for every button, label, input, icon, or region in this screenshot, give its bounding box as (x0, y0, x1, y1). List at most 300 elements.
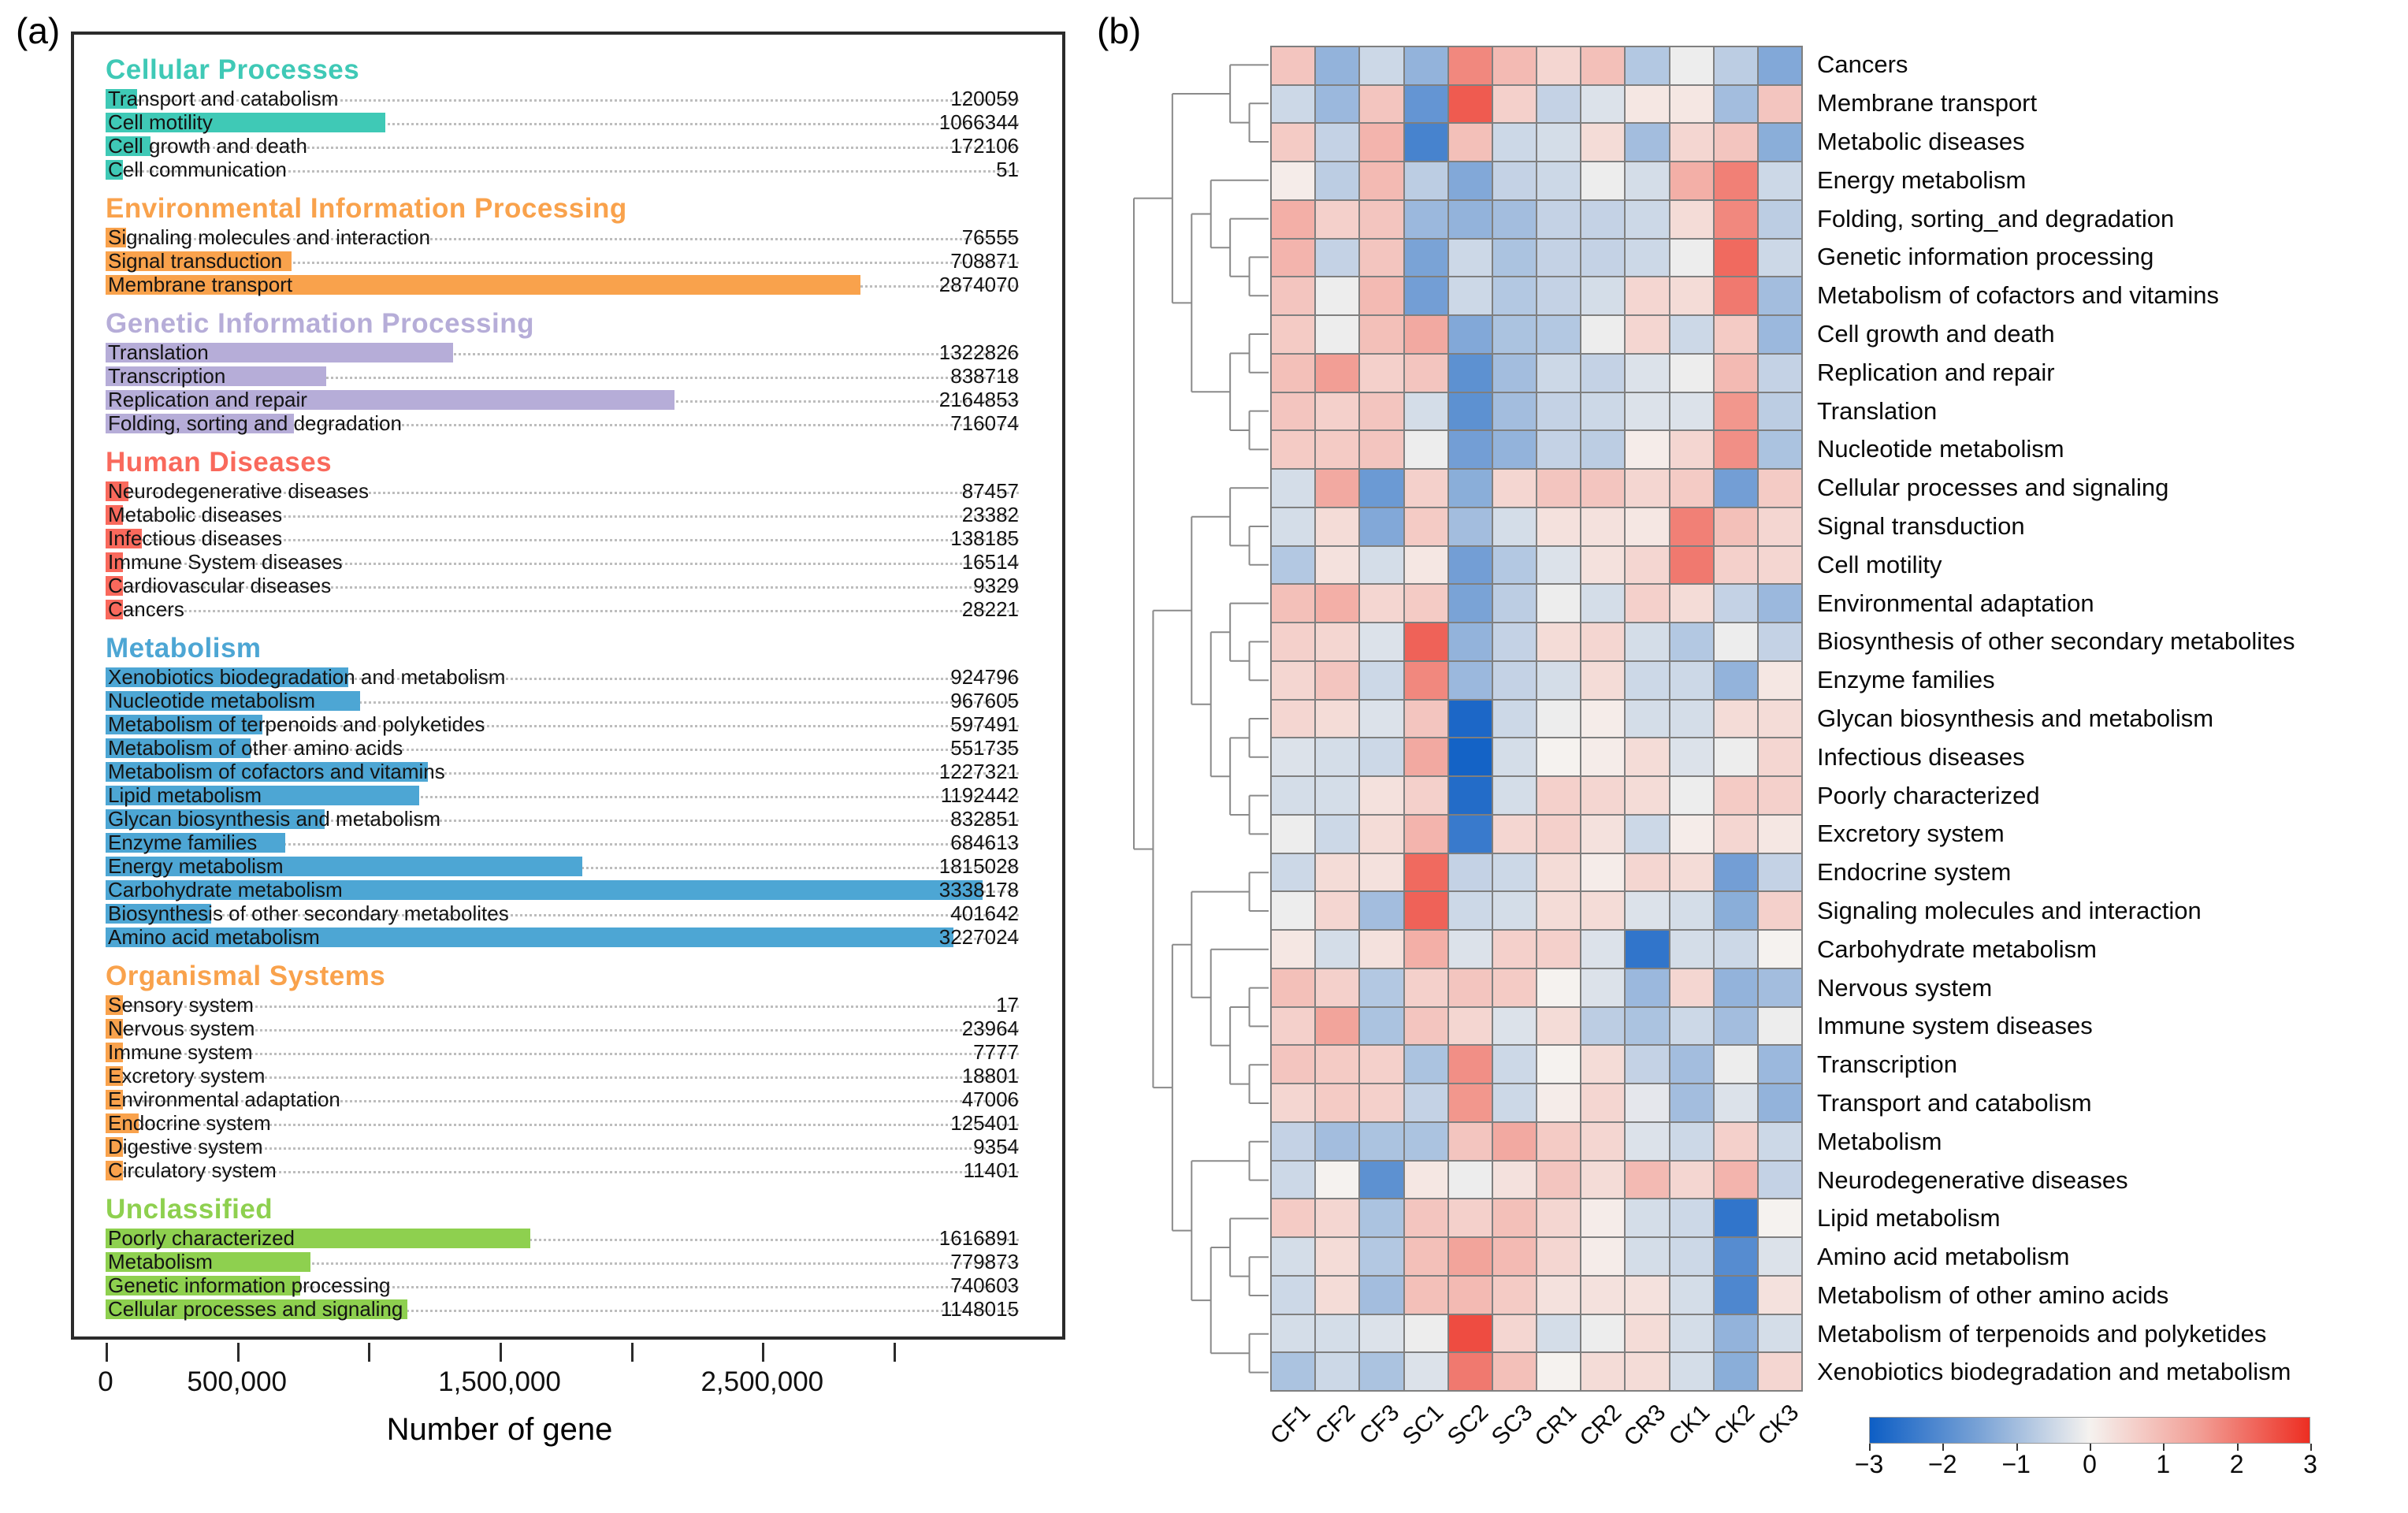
bar-row-folding-sorting-and-degradation (106, 411, 1019, 435)
heatmap-col-label-cr2: CR2 (1574, 1400, 1626, 1452)
heatmap-cell-CR3-r20 (1626, 777, 1668, 814)
heatmap-cell-CF1-r2 (1272, 86, 1314, 123)
bar-row-environmental-adaptation (106, 1087, 1019, 1111)
heatmap-cell-CF3-r15 (1360, 585, 1403, 622)
bar-value: 1227321 (938, 760, 1019, 783)
heatmap-cell-CR3-r25 (1626, 969, 1668, 1006)
heatmap-cell-CR2-r33 (1581, 1277, 1624, 1314)
heatmap-cell-SC2-r3 (1449, 124, 1492, 161)
heatmap-cell-CR2-r20 (1581, 777, 1624, 814)
heatmap-cell-SC1-r29 (1405, 1123, 1447, 1160)
heatmap-cell-CR2-r11 (1581, 431, 1624, 468)
heatmap-cell-SC3-r33 (1493, 1277, 1536, 1314)
heatmap-cell-SC1-r26 (1405, 1008, 1447, 1045)
heatmap-cell-CK2-r29 (1715, 1123, 1757, 1160)
heatmap-row-label-cancers: Cancers (1817, 50, 1908, 79)
heatmap-cell-SC1-r3 (1405, 124, 1447, 161)
heatmap-cell-CK1-r12 (1670, 470, 1713, 507)
heatmap-cell-CK2-r15 (1715, 585, 1757, 622)
colorbar-tick-label: −1 (2001, 1450, 2031, 1478)
heatmap-cell-CK3-r29 (1759, 1123, 1801, 1160)
heatmap-cell-CK3-r14 (1759, 547, 1801, 584)
heatmap-cell-SC2-r19 (1449, 738, 1492, 775)
heatmap-cell-CR1-r4 (1537, 162, 1580, 199)
heatmap-cell-SC1-r31 (1405, 1199, 1447, 1236)
bar-label: Folding, sorting and degradation (108, 411, 402, 435)
heatmap-cell-CF1-r28 (1272, 1084, 1314, 1121)
heatmap-cell-CK3-r25 (1759, 969, 1801, 1006)
heatmap-cell-SC2-r26 (1449, 1008, 1492, 1045)
bar-value: 401642 (950, 901, 1019, 925)
heatmap-cell-CK2-r16 (1715, 623, 1757, 660)
heatmap-cell-CR3-r31 (1626, 1199, 1668, 1236)
heatmap-cell-CF1-r8 (1272, 316, 1314, 353)
heatmap-cell-CK2-r27 (1715, 1046, 1757, 1083)
bar-value: 832851 (950, 807, 1019, 831)
bar-label: Metabolism of terpenoids and polyketides (108, 712, 485, 736)
bar-value: 9329 (973, 574, 1019, 597)
heatmap-cell-CF2-r24 (1316, 931, 1358, 968)
heatmap-cell-SC1-r1 (1405, 47, 1447, 84)
heatmap-cell-CR2-r32 (1581, 1238, 1624, 1275)
heatmap-row-label-genetic-information-processing: Genetic information processing (1817, 243, 2154, 271)
bar-value: 76555 (961, 225, 1019, 249)
heatmap-cell-CK3-r28 (1759, 1084, 1801, 1121)
heatmap-cell-CK3-r2 (1759, 86, 1801, 123)
bar-value: 838718 (950, 364, 1019, 388)
heatmap-cell-SC3-r29 (1493, 1123, 1536, 1160)
bar-label: Metabolic diseases (108, 503, 283, 526)
heatmap-cell-SC1-r5 (1405, 201, 1447, 238)
heatmap-cell-SC1-r20 (1405, 777, 1447, 814)
heatmap-cell-CF1-r31 (1272, 1199, 1314, 1236)
bar-row-genetic-information-processing (106, 1273, 1019, 1297)
bar-label: Immune System diseases (108, 550, 343, 574)
heatmap-cell-CF3-r8 (1360, 316, 1403, 353)
heatmap-cell-CF3-r26 (1360, 1008, 1403, 1045)
heatmap-cell-CF2-r31 (1316, 1199, 1358, 1236)
heatmap-cell-CR3-r24 (1626, 931, 1668, 968)
x-axis-tick-label: 1,500,000 (438, 1366, 561, 1397)
heatmap-cell-CF3-r24 (1360, 931, 1403, 968)
heatmap-cell-CK1-r33 (1670, 1277, 1713, 1314)
heatmap-cell-CK1-r6 (1670, 240, 1713, 277)
bar-row-cellular-processes-and-signaling (106, 1297, 1019, 1321)
heatmap-row-label-transcription: Transcription (1817, 1050, 1958, 1079)
bar-label: Genetic information processing (108, 1273, 391, 1297)
heatmap-cell-CF1-r13 (1272, 508, 1314, 545)
bar-label: Cardiovascular diseases (108, 574, 332, 597)
heatmap-cell-CR3-r5 (1626, 201, 1668, 238)
heatmap-cell-CR1-r17 (1537, 662, 1580, 699)
heatmap-cell-CF2-r13 (1316, 508, 1358, 545)
heatmap-cell-CK2-r17 (1715, 662, 1757, 699)
heatmap-row-label-amino-acid-metabolism: Amino acid metabolism (1817, 1243, 2070, 1271)
heatmap-cell-CF1-r22 (1272, 854, 1314, 891)
heatmap-cell-SC2-r10 (1449, 393, 1492, 430)
heatmap-cell-CF1-r20 (1272, 777, 1314, 814)
bar-label: Excretory system (108, 1064, 266, 1087)
heatmap-row-label-replication-and-repair: Replication and repair (1817, 358, 2055, 386)
heatmap-cell-SC3-r1 (1493, 47, 1536, 84)
heatmap-cell-CF2-r8 (1316, 316, 1358, 353)
heatmap-row-label-metabolism-of-other-amino-acids: Metabolism of other amino acids (1817, 1281, 2169, 1309)
heatmap-cell-CK2-r3 (1715, 124, 1757, 161)
heatmap-cell-CF2-r6 (1316, 240, 1358, 277)
heatmap-cell-CR1-r5 (1537, 201, 1580, 238)
heatmap-cell-CK2-r35 (1715, 1353, 1757, 1390)
heatmap-cell-CF2-r23 (1316, 892, 1358, 929)
heatmap-cell-CF2-r26 (1316, 1008, 1358, 1045)
bar-row-infectious-diseases (106, 526, 1019, 550)
heatmap-cell-CR3-r23 (1626, 892, 1668, 929)
heatmap-cell-SC3-r14 (1493, 547, 1536, 584)
heatmap-cell-CK1-r31 (1670, 1199, 1713, 1236)
bar-value: 3227024 (938, 925, 1019, 949)
heatmap-cell-CR2-r8 (1581, 316, 1624, 353)
heatmap-cell-CK3-r6 (1759, 240, 1801, 277)
heatmap-cell-CF3-r13 (1360, 508, 1403, 545)
heatmap-cell-CF1-r32 (1272, 1238, 1314, 1275)
heatmap-cell-CK3-r33 (1759, 1277, 1801, 1314)
heatmap-cell-CK2-r21 (1715, 816, 1757, 853)
bar-value: 684613 (950, 831, 1019, 854)
heatmap-cell-CF3-r28 (1360, 1084, 1403, 1121)
heatmap-cell-CF2-r34 (1316, 1315, 1358, 1352)
heatmap-cell-CK2-r2 (1715, 86, 1757, 123)
heatmap-cell-CR1-r21 (1537, 816, 1580, 853)
heatmap-cell-SC3-r22 (1493, 854, 1536, 891)
heatmap-cell-CF2-r33 (1316, 1277, 1358, 1314)
heatmap-cell-CK2-r33 (1715, 1277, 1757, 1314)
section-header-environmental-information-processing: Environmental Information Processing (106, 193, 627, 224)
bar-value: 23964 (961, 1017, 1019, 1040)
bar-label: Endocrine system (108, 1111, 271, 1135)
heatmap-cell-CK2-r7 (1715, 277, 1757, 314)
heatmap-cell-CR2-r13 (1581, 508, 1624, 545)
heatmap-cell-CF1-r23 (1272, 892, 1314, 929)
heatmap-cell-CF2-r20 (1316, 777, 1358, 814)
heatmap-cell-SC1-r27 (1405, 1046, 1447, 1083)
heatmap-cell-CR1-r28 (1537, 1084, 1580, 1121)
heatmap-cell-SC1-r13 (1405, 508, 1447, 545)
heatmap-cell-CK3-r9 (1759, 355, 1801, 392)
heatmap-col-label-cr1: CR1 (1529, 1400, 1582, 1452)
bar-label: Nervous system (108, 1017, 255, 1040)
colorbar-tick-label: −2 (1928, 1450, 1957, 1478)
heatmap-cell-CF2-r16 (1316, 623, 1358, 660)
heatmap-cell-CK2-r34 (1715, 1315, 1757, 1352)
bar-value: 17 (996, 993, 1019, 1017)
heatmap-cell-CF3-r1 (1360, 47, 1403, 84)
heatmap-cell-CK3-r17 (1759, 662, 1801, 699)
bar-value: 1192442 (940, 783, 1019, 807)
heatmap-cell-CF2-r30 (1316, 1162, 1358, 1199)
heatmap-cell-CR1-r10 (1537, 393, 1580, 430)
bar-value: 2874070 (938, 273, 1019, 296)
bar-label: Poorly characterized (108, 1226, 295, 1250)
heatmap-cell-CK3-r15 (1759, 585, 1801, 622)
heatmap-cell-SC3-r26 (1493, 1008, 1536, 1045)
colorbar-tick-label: 0 (2083, 1450, 2097, 1478)
heatmap-cell-SC2-r9 (1449, 355, 1492, 392)
dotted-leader (109, 610, 1019, 612)
bar-value: 740603 (950, 1273, 1019, 1297)
heatmap-cell-CF3-r10 (1360, 393, 1403, 430)
heatmap-cell-CR2-r14 (1581, 547, 1624, 584)
bar-row-lipid-metabolism (106, 783, 1019, 807)
bar-row-glycan-biosynthesis-and-metabolism (106, 807, 1019, 831)
heatmap-cell-CR3-r34 (1626, 1315, 1668, 1352)
heatmap-cell-SC2-r34 (1449, 1315, 1492, 1352)
heatmap-cell-SC3-r25 (1493, 969, 1536, 1006)
heatmap-cell-CK1-r29 (1670, 1123, 1713, 1160)
heatmap-cell-CF1-r11 (1272, 431, 1314, 468)
bar-row-cell-communication (106, 158, 1019, 181)
heatmap-cell-CR2-r6 (1581, 240, 1624, 277)
heatmap-cell-CF2-r9 (1316, 355, 1358, 392)
panel-b-tag: (b) (1097, 10, 1142, 51)
heatmap-cell-CK3-r1 (1759, 47, 1801, 84)
heatmap-cell-CK1-r28 (1670, 1084, 1713, 1121)
bar-label: Environmental adaptation (108, 1087, 340, 1111)
bar-value: 172106 (950, 134, 1019, 158)
section-header-human-diseases: Human Diseases (106, 447, 333, 478)
heatmap-cell-SC2-r29 (1449, 1123, 1492, 1160)
heatmap-cell-SC3-r8 (1493, 316, 1536, 353)
heatmap-cell-CR1-r19 (1537, 738, 1580, 775)
dendrogram-lines (1134, 65, 1269, 1372)
heatmap-cell-SC3-r12 (1493, 470, 1536, 507)
heatmap-cell-SC1-r17 (1405, 662, 1447, 699)
heatmap-cell-SC2-r16 (1449, 623, 1492, 660)
heatmap-cell-CF1-r30 (1272, 1162, 1314, 1199)
heatmap-cell-CR3-r29 (1626, 1123, 1668, 1160)
bar-row-sensory-system (106, 993, 1019, 1017)
heatmap-cell-CF1-r24 (1272, 931, 1314, 968)
heatmap-cell-CR3-r16 (1626, 623, 1668, 660)
heatmap-row-label-neurodegenerative-diseases: Neurodegenerative diseases (1817, 1165, 2128, 1194)
bar-value: 23382 (961, 503, 1019, 526)
heatmap-cell-CR2-r27 (1581, 1046, 1624, 1083)
heatmap-cell-CK3-r7 (1759, 277, 1801, 314)
heatmap-cell-CR1-r9 (1537, 355, 1580, 392)
heatmap-cell-CK3-r24 (1759, 931, 1801, 968)
heatmap-cell-CK3-r30 (1759, 1162, 1801, 1199)
heatmap-cell-CF3-r3 (1360, 124, 1403, 161)
bar-label: Cancers (108, 597, 184, 621)
heatmap-cell-CR3-r11 (1626, 431, 1668, 468)
x-axis-tick (500, 1343, 502, 1362)
bar-value: 28221 (961, 597, 1019, 621)
heatmap-cell-CF2-r32 (1316, 1238, 1358, 1275)
heatmap-cell-SC1-r34 (1405, 1315, 1447, 1352)
bar-row-energy-metabolism (106, 854, 1019, 878)
heatmap-cell-SC2-r11 (1449, 431, 1492, 468)
bar-row-digestive-system (106, 1135, 1019, 1158)
bar-label: Cell growth and death (108, 134, 307, 158)
heatmap-cell-CK3-r27 (1759, 1046, 1801, 1083)
heatmap-cell-SC2-r6 (1449, 240, 1492, 277)
bar-label: Cell motility (108, 110, 213, 134)
heatmap-cell-CK3-r26 (1759, 1008, 1801, 1045)
heatmap-cell-CK1-r22 (1670, 854, 1713, 891)
heatmap-cell-CF1-r7 (1272, 277, 1314, 314)
heatmap-cell-CF3-r34 (1360, 1315, 1403, 1352)
heatmap-cell-CK2-r32 (1715, 1238, 1757, 1275)
heatmap-row-label-carbohydrate-metabolism: Carbohydrate metabolism (1817, 935, 2097, 963)
bar-label: Xenobiotics biodegradation and metabolism (108, 665, 506, 689)
heatmap-cell-CK3-r18 (1759, 701, 1801, 738)
heatmap-cell-CF3-r7 (1360, 277, 1403, 314)
heatmap-cell-CR3-r9 (1626, 355, 1668, 392)
heatmap-cell-CR2-r23 (1581, 892, 1624, 929)
heatmap-cell-CF1-r10 (1272, 393, 1314, 430)
bar-label: Metabolism of other amino acids (108, 736, 403, 760)
heatmap-cell-SC3-r24 (1493, 931, 1536, 968)
heatmap-cell-CK2-r5 (1715, 201, 1757, 238)
heatmap-cell-CK2-r31 (1715, 1199, 1757, 1236)
heatmap-cell-CK3-r11 (1759, 431, 1801, 468)
heatmap-cell-SC3-r23 (1493, 892, 1536, 929)
bar-row-signal-transduction (106, 249, 1019, 273)
heatmap-cell-CR3-r2 (1626, 86, 1668, 123)
heatmap-row-label-poorly-characterized: Poorly characterized (1817, 781, 2040, 809)
heatmap-cell-SC1-r9 (1405, 355, 1447, 392)
heatmap-cell-CF2-r2 (1316, 86, 1358, 123)
heatmap-cell-SC1-r35 (1405, 1353, 1447, 1390)
heatmap-cell-CF1-r16 (1272, 623, 1314, 660)
x-axis-tick (237, 1343, 240, 1362)
heatmap-cell-SC3-r6 (1493, 240, 1536, 277)
x-axis-tick (106, 1343, 108, 1362)
bar-label: Nucleotide metabolism (108, 689, 316, 712)
heatmap-cell-CR1-r12 (1537, 470, 1580, 507)
heatmap-cell-CF1-r9 (1272, 355, 1314, 392)
bar-value: 967605 (950, 689, 1019, 712)
heatmap-cell-CF1-r5 (1272, 201, 1314, 238)
heatmap-cell-CR1-r22 (1537, 854, 1580, 891)
heatmap-cell-CR1-r3 (1537, 124, 1580, 161)
bar-row-circulatory-system (106, 1158, 1019, 1182)
bar-value: 3338178 (938, 878, 1019, 901)
colorbar-tick-label: 2 (2229, 1450, 2244, 1478)
heatmap-row-label-endocrine-system: Endocrine system (1817, 858, 2012, 887)
heatmap-cell-SC1-r19 (1405, 738, 1447, 775)
heatmap-row-label-environmental-adaptation: Environmental adaptation (1817, 589, 2094, 617)
heatmap-cell-SC3-r21 (1493, 816, 1536, 853)
bar-label: Digestive system (108, 1135, 263, 1158)
heatmap-cell-CK2-r10 (1715, 393, 1757, 430)
bar-label: Amino acid metabolism (108, 925, 320, 949)
heatmap-cell-CK3-r4 (1759, 162, 1801, 199)
heatmap-cell-SC3-r15 (1493, 585, 1536, 622)
heatmap-cell-CF3-r32 (1360, 1238, 1403, 1275)
heatmap-cell-CF3-r29 (1360, 1123, 1403, 1160)
heatmap-cell-CR1-r23 (1537, 892, 1580, 929)
bar-value: 125401 (950, 1111, 1019, 1135)
bar-value: 1322826 (938, 340, 1019, 364)
heatmap-cell-SC2-r14 (1449, 547, 1492, 584)
heatmap-cell-CF1-r19 (1272, 738, 1314, 775)
heatmap-cell-CK1-r26 (1670, 1008, 1713, 1045)
heatmap-cell-CK1-r19 (1670, 738, 1713, 775)
bar-value: 716074 (950, 411, 1019, 435)
heatmap-cell-CF2-r5 (1316, 201, 1358, 238)
heatmap-cell-CR3-r32 (1626, 1238, 1668, 1275)
heatmap-cell-CK1-r30 (1670, 1162, 1713, 1199)
heatmap-cell-SC3-r27 (1493, 1046, 1536, 1083)
heatmap-row-label-nucleotide-metabolism: Nucleotide metabolism (1817, 435, 2064, 463)
heatmap-cell-SC3-r20 (1493, 777, 1536, 814)
heatmap-cell-CR3-r35 (1626, 1353, 1668, 1390)
bar-row-metabolic-diseases (106, 503, 1019, 526)
bar-label: Translation (108, 340, 209, 364)
heatmap-cell-CF1-r1 (1272, 47, 1314, 84)
heatmap-cell-CR3-r8 (1626, 316, 1668, 353)
heatmap-cell-SC3-r2 (1493, 86, 1536, 123)
heatmap-cell-CK1-r18 (1670, 701, 1713, 738)
panel-a-tag: (a) (16, 10, 61, 51)
heatmap-cell-SC3-r17 (1493, 662, 1536, 699)
heatmap-cell-SC2-r32 (1449, 1238, 1492, 1275)
bar-value: 18801 (961, 1064, 1019, 1087)
heatmap-cell-CR3-r4 (1626, 162, 1668, 199)
heatmap-row-label-biosynthesis-of-other-secondary-metabolites: Biosynthesis of other secondary metabolites (1817, 627, 2295, 656)
heatmap-cell-SC1-r28 (1405, 1084, 1447, 1121)
heatmap-cell-CR2-r4 (1581, 162, 1624, 199)
heatmap-cell-CF3-r4 (1360, 162, 1403, 199)
heatmap-cell-CR2-r29 (1581, 1123, 1624, 1160)
heatmap-row-labels (1817, 46, 2400, 1392)
section-header-metabolism: Metabolism (106, 633, 262, 664)
heatmap-cell-CR2-r12 (1581, 470, 1624, 507)
heatmap-cell-CR1-r7 (1537, 277, 1580, 314)
x-axis-tick-label: 2,500,000 (700, 1366, 824, 1397)
heatmap-cell-CR2-r21 (1581, 816, 1624, 853)
heatmap-cell-CR2-r25 (1581, 969, 1624, 1006)
heatmap-cell-SC3-r19 (1493, 738, 1536, 775)
colorbar-tick-label: 3 (2303, 1450, 2317, 1478)
bar-value: 779873 (950, 1250, 1019, 1273)
heatmap-cell-SC2-r23 (1449, 892, 1492, 929)
heatmap-cell-CF2-r4 (1316, 162, 1358, 199)
heatmap-cell-CF1-r3 (1272, 124, 1314, 161)
heatmap-cell-SC1-r2 (1405, 86, 1447, 123)
heatmap-cell-CK2-r22 (1715, 854, 1757, 891)
heatmap-cell-CK1-r24 (1670, 931, 1713, 968)
heatmap-cell-CF1-r6 (1272, 240, 1314, 277)
heatmap-cell-CK1-r21 (1670, 816, 1713, 853)
heatmap-cell-SC2-r2 (1449, 86, 1492, 123)
heatmap-cell-CF3-r31 (1360, 1199, 1403, 1236)
bar-row-cell-motility (106, 110, 1019, 134)
heatmap-cell-CF3-r30 (1360, 1162, 1403, 1199)
bar-row-cardiovascular-diseases (106, 574, 1019, 597)
heatmap-cell-SC2-r5 (1449, 201, 1492, 238)
heatmap-cell-SC3-r30 (1493, 1162, 1536, 1199)
section-header-unclassified: Unclassified (106, 1194, 273, 1225)
heatmap-cell-SC3-r31 (1493, 1199, 1536, 1236)
heatmap-cell-CK1-r25 (1670, 969, 1713, 1006)
heatmap-cell-SC1-r23 (1405, 892, 1447, 929)
heatmap-cell-CF2-r14 (1316, 547, 1358, 584)
heatmap-cell-SC3-r28 (1493, 1084, 1536, 1121)
bar-row-enzyme-families (106, 831, 1019, 854)
heatmap-cell-SC2-r17 (1449, 662, 1492, 699)
heatmap-col-label-cf1: CF1 (1265, 1400, 1316, 1450)
colorbar-tick-label: 1 (2156, 1450, 2171, 1478)
